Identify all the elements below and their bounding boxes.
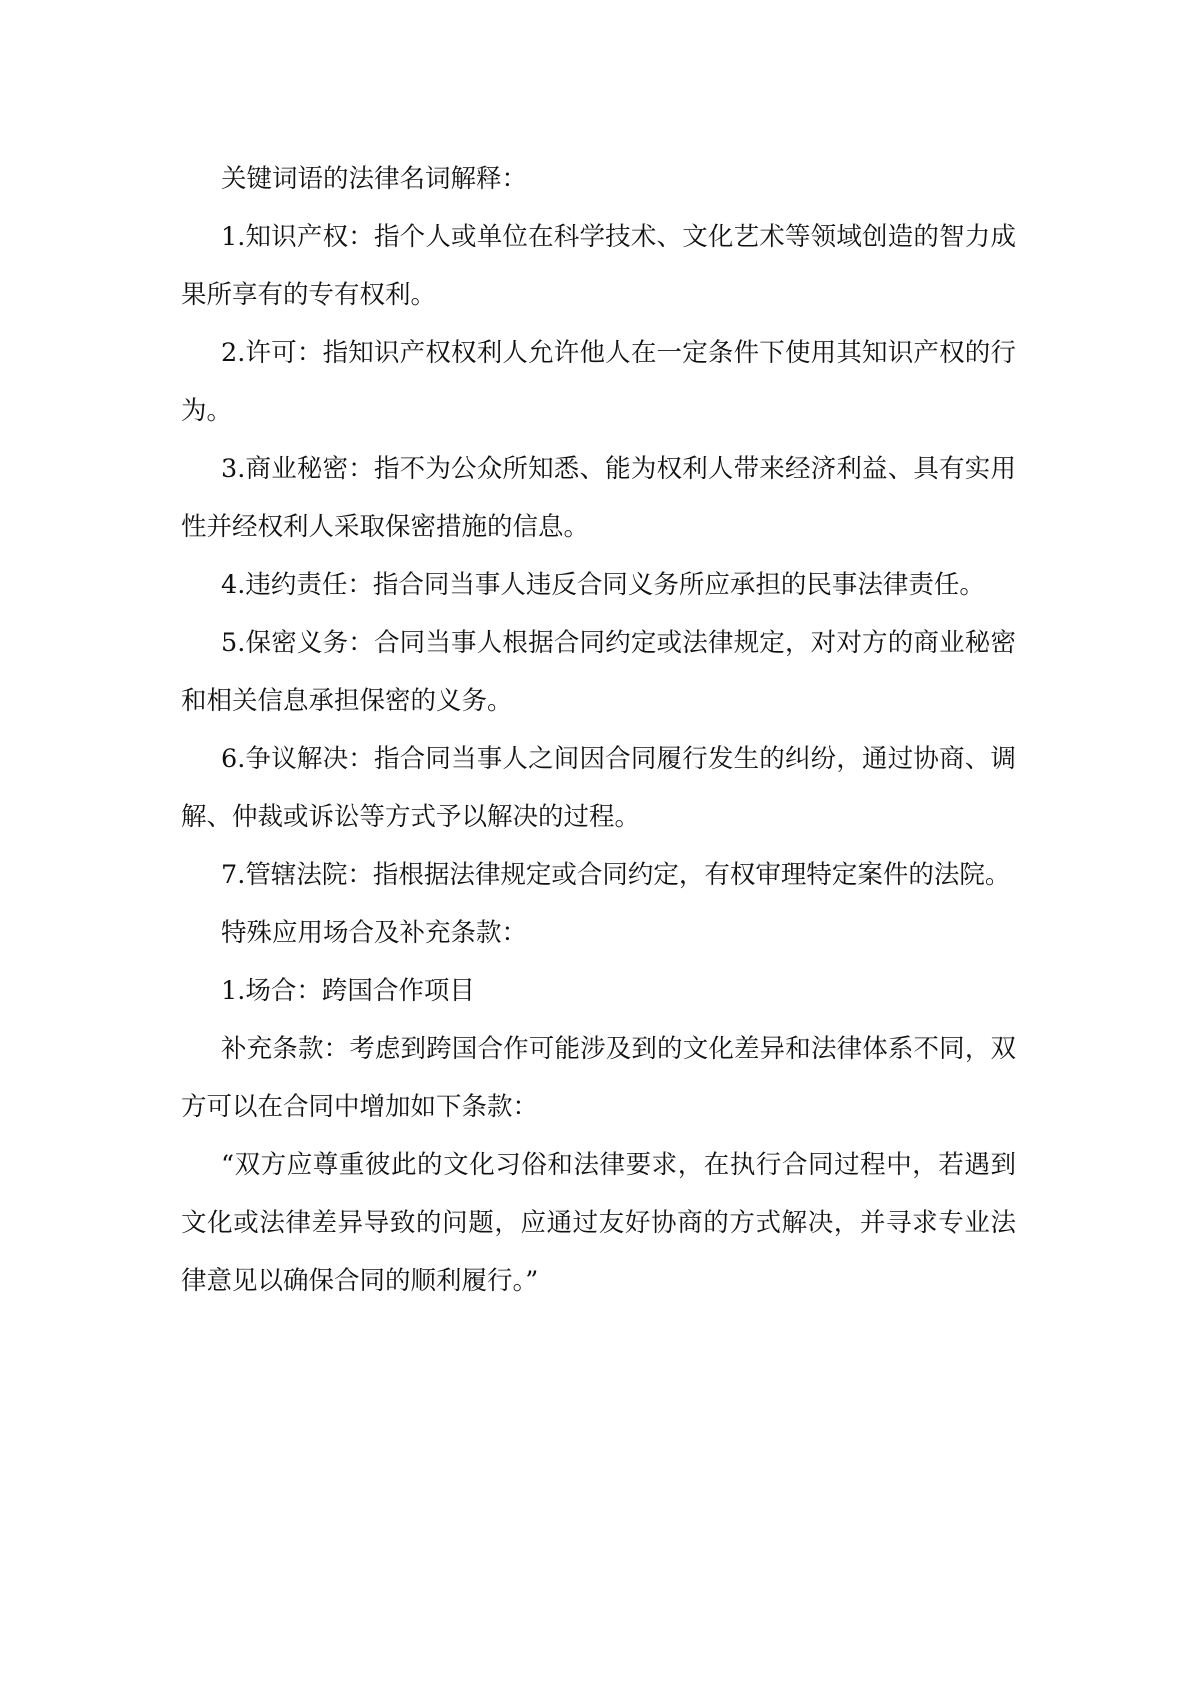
definition-confidentiality: 5.保密义务：合同当事人根据合同约定或法律规定，对对方的商业秘密和相关信息承担保密的义务。 [181, 628, 1016, 716]
supplementary-clause-intro: 补充条款：考虑到跨国合作可能涉及到的文化差异和法律体系不同，双方可以在合同中增加如下条款： [181, 1034, 1016, 1122]
definition-breach-liability: 4.违约责任：指合同当事人违反合同义务所应承担的民事法律责任。 [221, 570, 985, 600]
section-heading-definitions: 关键词语的法律名词解释： [221, 164, 528, 194]
definition-license: 2.许可：指知识产权权利人允许他人在一定条件下使用其知识产权的行为。 [181, 338, 1016, 426]
supplementary-clause-quote: “双方应尊重彼此的文化习俗和法律要求，在执行合同过程中，若遇到文化或法律差异导致的问题，应通过友好协商的方式解决，并寻求专业法律意见以确保合同的顺利履行。” [181, 1150, 1016, 1296]
definition-trade-secret: 3.商业秘密：指不为公众所知悉、能为权利人带来经济利益、具有实用性并经权利人采取保密措施的信息。 [181, 454, 1016, 542]
section-heading-special-cases: 特殊应用场合及补充条款： [221, 918, 528, 948]
definition-jurisdiction-court: 7.管辖法院：指根据法律规定或合同约定，有权审理特定案件的法院。 [221, 860, 1011, 890]
document-body [181, 150, 1016, 1310]
special-case-cross-border: 1.场合：跨国合作项目 [221, 976, 475, 1006]
definition-intellectual-property: 1.知识产权：指个人或单位在科学技术、文化艺术等领域创造的智力成果所享有的专有权利。 [181, 222, 1016, 310]
definition-dispute-resolution: 6.争议解决：指合同当事人之间因合同履行发生的纠纷，通过协商、调解、仲裁或诉讼等方式予以解决的过程。 [181, 744, 1016, 832]
